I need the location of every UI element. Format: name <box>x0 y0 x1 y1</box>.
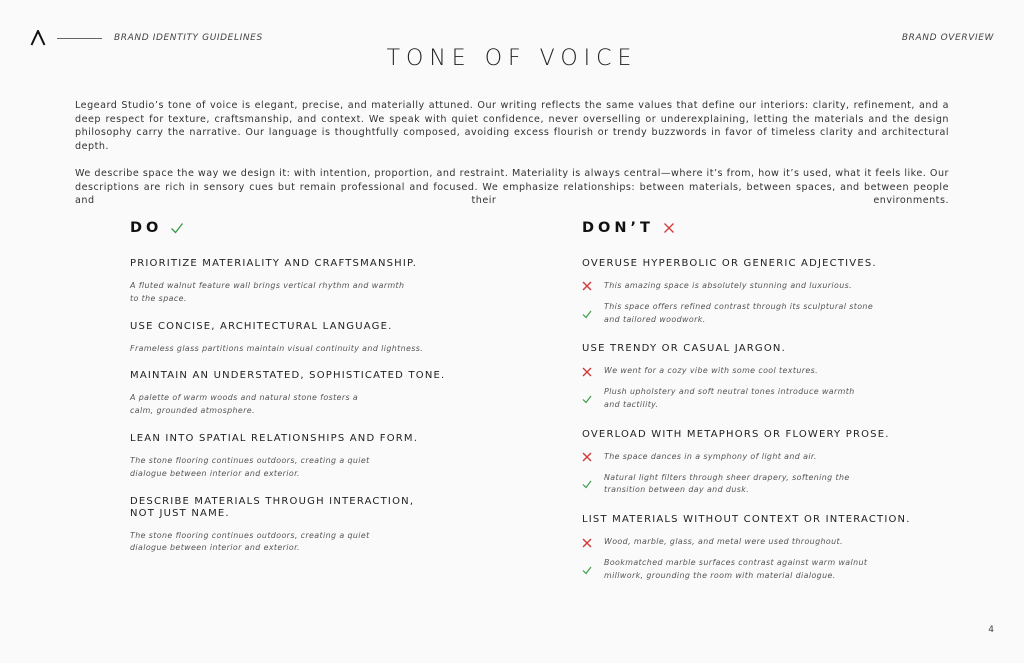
intro-paragraph: Legeard Studio’s tone of voice is elegant, precise, and materially attuned. Our writing reflects the same values that define our interiors: clarity, refinement, and a deep respect for texture, craftsmanship, and context. We speak with quiet confidence, never overselling or underexplaining, letting the materials and the design philosophy carry the narrative. Our language is thoughtfully composed, avoiding excess flourish or trendy buzzwords in favor of timeless clarity and architectural depth. <box>75 100 949 153</box>
bad-example: Wood, marble, glass, and metal were used throughout. <box>604 537 843 547</box>
header-divider <box>57 38 102 39</box>
check-icon <box>582 565 592 575</box>
do-item-heading: USE CONCISE, ARCHITECTURAL LANGUAGE. <box>130 320 393 332</box>
bad-example-row <box>582 280 912 293</box>
good-example-row <box>582 301 912 327</box>
cross-icon <box>582 538 592 548</box>
good-example-row <box>582 472 912 498</box>
bad-example: This amazing space is absolutely stunning and luxurious. <box>604 281 853 290</box>
do-item-heading: DESCRIBE MATERIALS THROUGH INTERACTION, NOT JUST NAME. <box>130 495 415 519</box>
do-header <box>130 218 450 238</box>
good-example: This space offers refined contrast through its sculptural stone and tailored woodwork. <box>604 301 874 324</box>
dont-item <box>582 514 912 582</box>
do-item-heading: PRIORITIZE MATERIALITY AND CRAFTSMANSHIP. <box>130 258 418 269</box>
do-item-example: A palette of warm woods and natural stone fosters a calm, grounded atmosphere. <box>130 393 359 416</box>
cross-icon <box>662 221 676 235</box>
good-example: Plush upholstery and soft neutral tones introduce warmth and tactility. <box>604 387 855 409</box>
good-example: Natural light filters through sheer drapery, softening the transition between day and dusk. <box>604 472 850 495</box>
do-item-example: Frameless glass partitions maintain visual continuity and lightness. <box>130 343 424 353</box>
do-column <box>130 218 450 570</box>
do-item-heading: MAINTAIN AN UNDERSTATED, SOPHISTICATED TONE. <box>130 370 446 382</box>
do-item-example: A fluted walnut feature wall brings vertical rhythm and warmth to the space. <box>130 281 405 303</box>
do-item-heading: LEAN INTO SPATIAL RELATIONSHIPS AND FORM. <box>130 432 419 444</box>
dont-item-heading: OVERUSE HYPERBOLIC OR GENERIC ADJECTIVES. <box>582 258 877 269</box>
check-icon <box>170 221 184 235</box>
do-label: DO <box>130 220 163 236</box>
intro-paragraph: We describe space the way we design it: with intention, proportion, and restraint. Materiality is always central—where it’s from, how it’s used, what it feels like. Our descriptions are rich in sensory cues but remain professional and focused. We emphasize relationships: between materials, between spaces, and between people and their environments. <box>75 167 949 207</box>
dont-header <box>582 218 912 238</box>
do-item-example: The stone flooring continues outdoors, creating a quiet dialogue between interior and exterior. <box>130 530 370 553</box>
do-item <box>130 258 450 306</box>
check-icon <box>582 394 592 404</box>
do-item <box>130 496 450 556</box>
do-item <box>130 433 450 481</box>
good-example-row <box>582 557 912 583</box>
check-icon <box>582 309 592 319</box>
good-example-row <box>582 386 912 412</box>
do-item <box>130 321 450 356</box>
cross-icon <box>582 281 592 291</box>
do-item <box>130 370 450 418</box>
dont-item <box>582 258 912 326</box>
check-icon <box>582 479 592 489</box>
do-item-example: The stone flooring continues outdoors, creating a quiet dialogue between interior and exterior. <box>130 455 370 478</box>
intro-text <box>75 99 949 221</box>
dont-item-heading: LIST MATERIALS WITHOUT CONTEXT OR INTERACTION. <box>582 514 911 526</box>
bad-example: The space dances in a symphony of light and air. <box>604 451 817 461</box>
dont-item <box>582 429 912 497</box>
dont-item <box>582 343 912 411</box>
cross-icon <box>582 452 592 462</box>
page-title: TONE OF VOICE <box>386 46 638 71</box>
dont-item-heading: OVERLOAD WITH METAPHORS OR FLOWERY PROSE. <box>582 428 890 440</box>
bad-example-row <box>582 536 912 549</box>
bad-example-row <box>582 365 912 378</box>
brand-logo-icon <box>30 30 46 46</box>
dont-column <box>582 218 912 600</box>
cross-icon <box>582 367 592 377</box>
good-example: Bookmatched marble surfaces contrast against warm walnut millwork, grounding the room with material dialogue. <box>604 557 868 580</box>
dont-item-heading: USE TRENDY OR CASUAL JARGON. <box>582 343 786 355</box>
bad-example: We went for a cozy vibe with some cool textures. <box>604 366 819 376</box>
page-number: 4 <box>988 625 994 635</box>
bad-example-row <box>582 451 912 464</box>
header-guidelines-label: BRAND IDENTITY GUIDELINES <box>114 33 263 43</box>
header-section-label: BRAND OVERVIEW <box>901 33 994 43</box>
dont-label: DON’T <box>582 220 654 236</box>
